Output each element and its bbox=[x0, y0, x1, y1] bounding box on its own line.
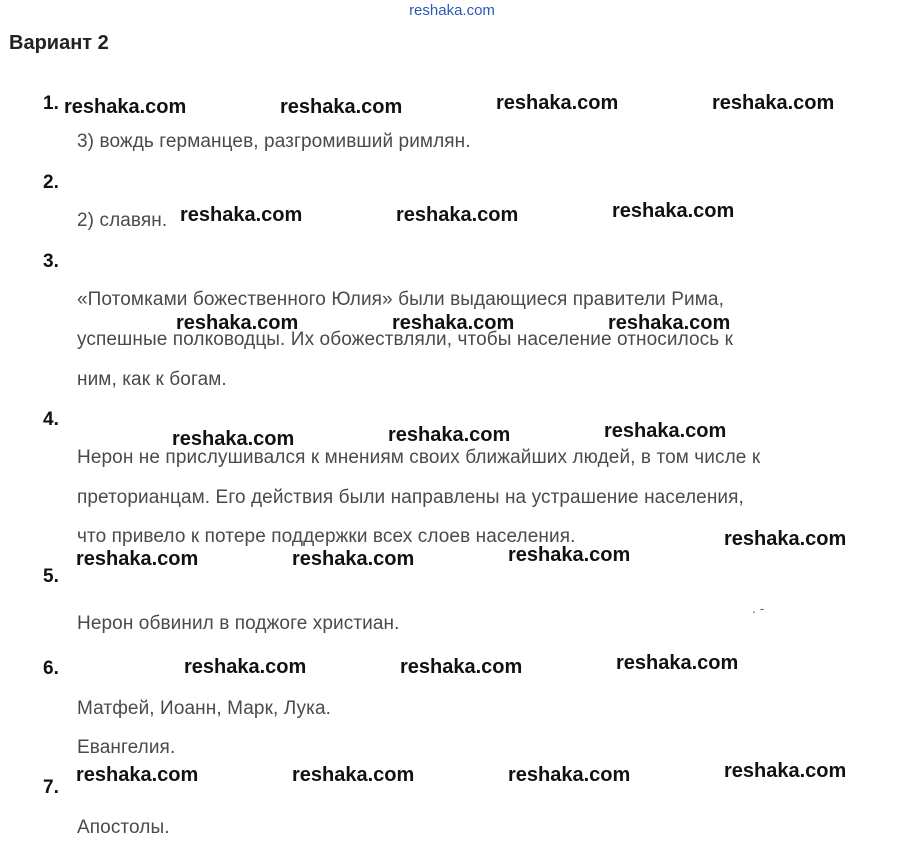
item-1-line-1: 3) вождь германцев, разгромивший римлян. bbox=[77, 131, 471, 152]
item-number-4: 4. bbox=[43, 409, 59, 430]
item-6-line-1: Матфей, Иоанн, Марк, Лука. bbox=[77, 698, 331, 719]
item-2-line-1: 2) славян. bbox=[77, 210, 168, 231]
site-watermark-top: reshaka.com bbox=[409, 2, 495, 19]
item-4-line-2: преторианцам. Его действия были направлены на устрашение населения, bbox=[77, 487, 744, 508]
watermark: reshaka.com bbox=[292, 548, 415, 570]
watermark: reshaka.com bbox=[396, 204, 519, 226]
watermark: reshaka.com bbox=[76, 548, 199, 570]
page-title: Вариант 2 bbox=[9, 32, 109, 54]
watermark: reshaka.com bbox=[496, 92, 619, 114]
watermark: reshaka.com bbox=[180, 204, 303, 226]
item-4-line-3: что привело к потере поддержки всех слоев населения. bbox=[77, 526, 576, 547]
watermark: reshaka.com bbox=[392, 312, 515, 334]
watermark: reshaka.com bbox=[172, 428, 295, 450]
watermark: reshaka.com bbox=[712, 92, 835, 114]
watermark: reshaka.com bbox=[184, 656, 307, 678]
item-number-6: 6. bbox=[43, 658, 59, 679]
item-3-line-2: успешные полководцы. Их обожествляли, чтобы население относилось к bbox=[77, 329, 734, 350]
watermark: reshaka.com bbox=[388, 424, 511, 446]
item-3-line-3: ним, как к богам. bbox=[77, 369, 227, 390]
item-5-line-1: Нерон обвинил в поджоге христиан. bbox=[77, 613, 400, 634]
watermark: reshaka.com bbox=[292, 764, 415, 786]
watermark: reshaka.com bbox=[76, 764, 199, 786]
watermark: reshaka.com bbox=[400, 656, 523, 678]
stray-marks: . - bbox=[752, 600, 765, 616]
item-number-2: 2. bbox=[43, 172, 59, 193]
item-6-line-2: Евангелия. bbox=[77, 737, 176, 758]
item-4-line-1: Нерон не прислушивался к мнениям своих ближайших людей, в том числе к bbox=[77, 447, 761, 468]
watermark: reshaka.com bbox=[508, 544, 631, 566]
watermark: reshaka.com bbox=[508, 764, 631, 786]
watermark: reshaka.com bbox=[176, 312, 299, 334]
watermark: reshaka.com bbox=[64, 96, 187, 118]
watermark: reshaka.com bbox=[724, 760, 847, 782]
item-number-5: 5. bbox=[43, 566, 59, 587]
item-number-1: 1. bbox=[43, 93, 59, 114]
item-number-3: 3. bbox=[43, 251, 59, 272]
watermark: reshaka.com bbox=[612, 200, 735, 222]
item-7-line-1: Апостолы. bbox=[77, 817, 170, 838]
watermark: reshaka.com bbox=[608, 312, 731, 334]
item-3-line-1: «Потомками божественного Юлия» были выдающиеся правители Рима, bbox=[77, 289, 724, 310]
watermark: reshaka.com bbox=[280, 96, 403, 118]
watermark: reshaka.com bbox=[724, 528, 847, 550]
watermark: reshaka.com bbox=[604, 420, 727, 442]
watermark: reshaka.com bbox=[616, 652, 739, 674]
item-number-7: 7. bbox=[43, 777, 59, 798]
